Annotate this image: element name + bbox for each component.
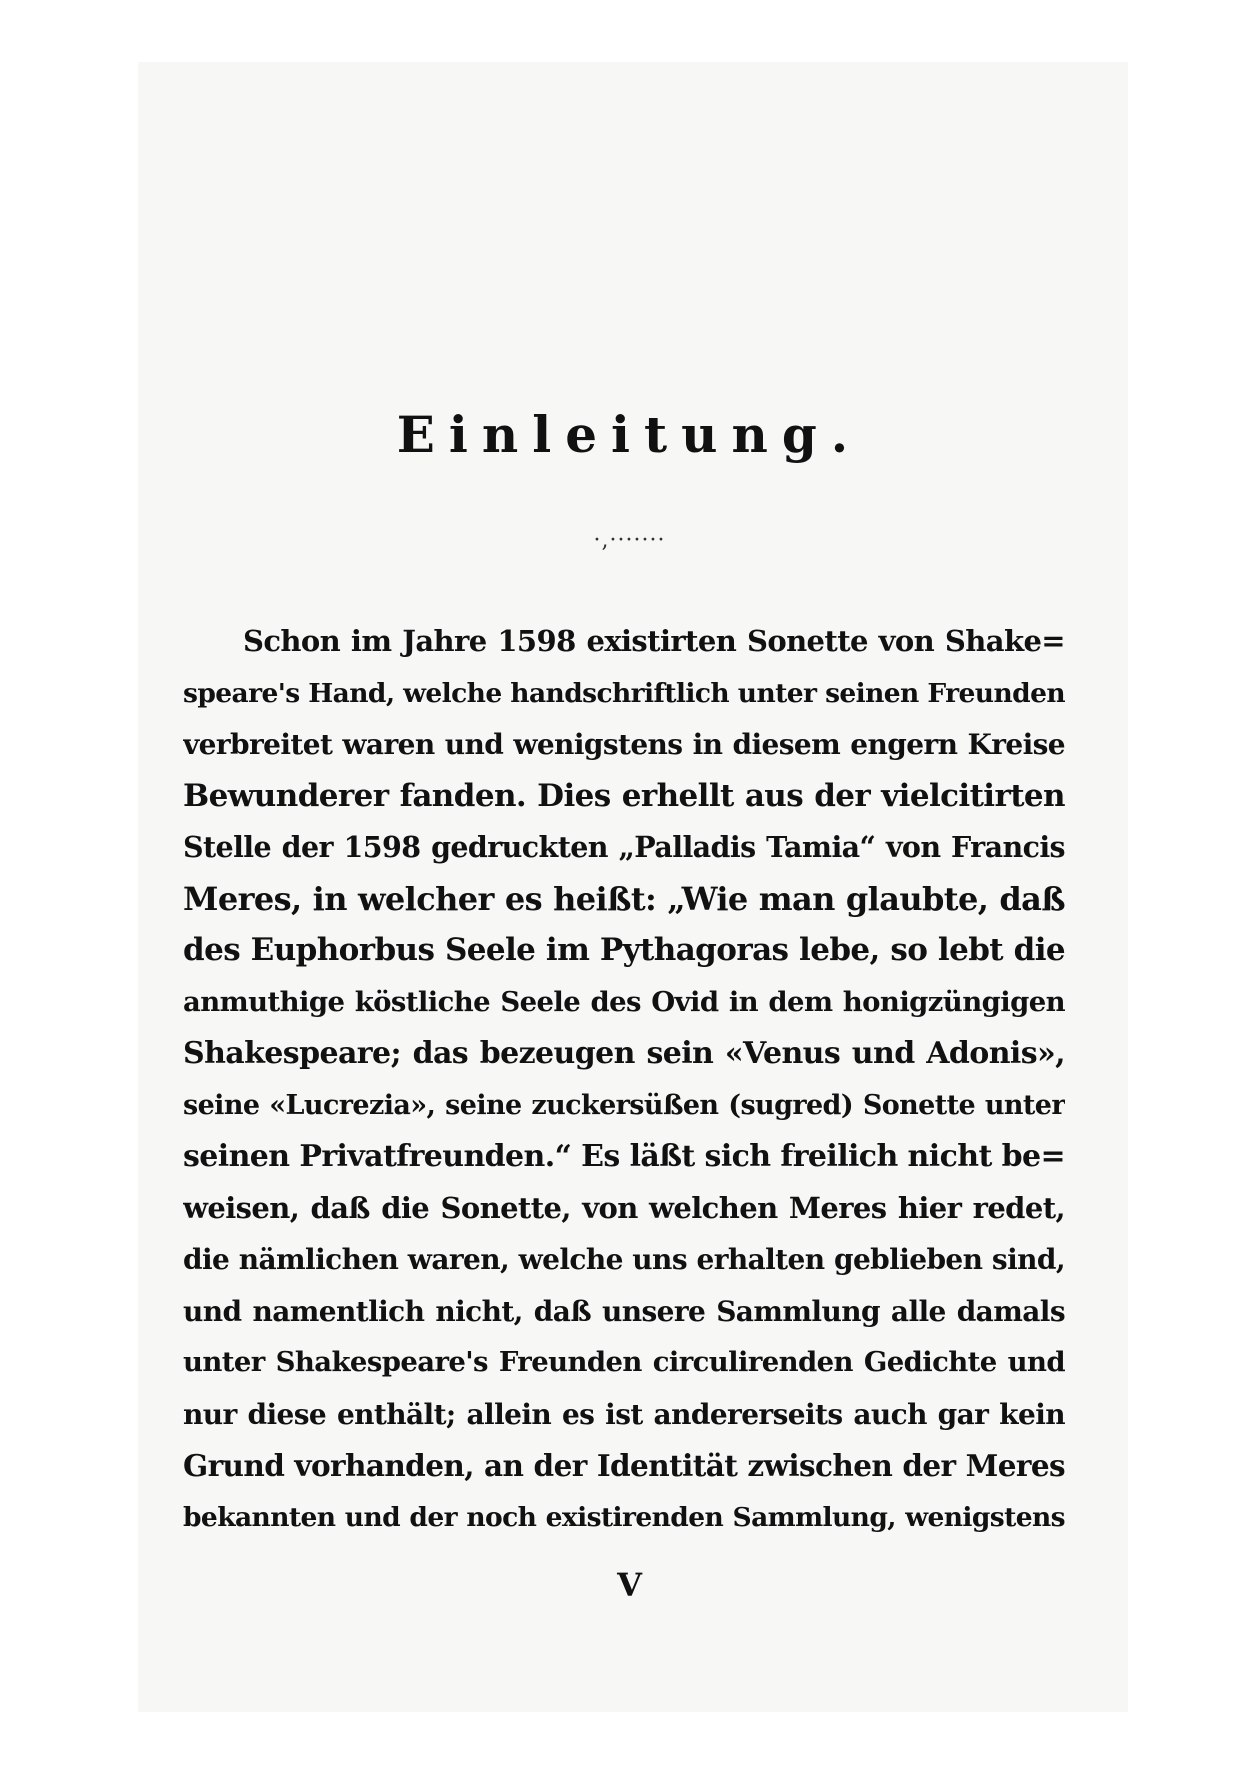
text-line: speare's Hand, welche handschriftlich unter seinen Freunden — [183, 677, 1065, 709]
text-line: bekannten und der noch existirenden Sammlung, wenigstens — [183, 1501, 1065, 1533]
body-paragraph — [183, 616, 1065, 1543]
text-line: unter Shakespeare's Freunden circulirenden Gedichte und — [183, 1346, 1065, 1378]
text-line: anmuthige köstliche Seele des Ovid in dem honigzüngigen — [183, 985, 1065, 1018]
text-line: Stelle der 1598 gedruckten „Palladis Tamia“ von Francis — [183, 830, 1065, 864]
text-line: Schon im Jahre 1598 existirten Sonette von Shake= — [243, 624, 1065, 658]
text-line: des Euphorbus Seele im Pythagoras lebe, so lebt die — [183, 932, 1065, 968]
text-line: weisen, daß die Sonette, von welchen Meres hier redet, — [183, 1190, 1065, 1225]
text-line: Bewunderer fanden. Dies erhellt aus der vielcitirten — [183, 777, 1065, 814]
text-line: Shakespeare; das bezeugen sein «Venus und Adonis», — [183, 1036, 1065, 1071]
text-line: und namentlich nicht, daß unsere Sammlung alle damals — [183, 1294, 1065, 1328]
text-line: seinen Privatfreunden.“ Es läßt sich freilich nicht be= — [183, 1139, 1065, 1174]
text-line: verbreitet waren und wenigstens in diesem engern Kreise — [183, 728, 1065, 761]
text-line: die nämlichen waren, welche uns erhalten geblieben sind, — [183, 1243, 1065, 1276]
ornament-divider: ·,······· — [593, 528, 666, 553]
page-number: V — [617, 1566, 642, 1604]
text-line: nur diese enthält; allein es ist andererseits auch gar kein — [183, 1397, 1065, 1431]
text-line: Grund vorhanden, an der Identität zwischen der Meres — [183, 1448, 1065, 1483]
text-line: seine «Lucrezia», seine zuckersüßen (sugred) Sonette unter — [183, 1089, 1065, 1121]
chapter-heading: Einleitung. — [396, 405, 863, 464]
text-line: Meres, in welcher es heißt: „Wie man glaubte, daß — [183, 879, 1065, 918]
